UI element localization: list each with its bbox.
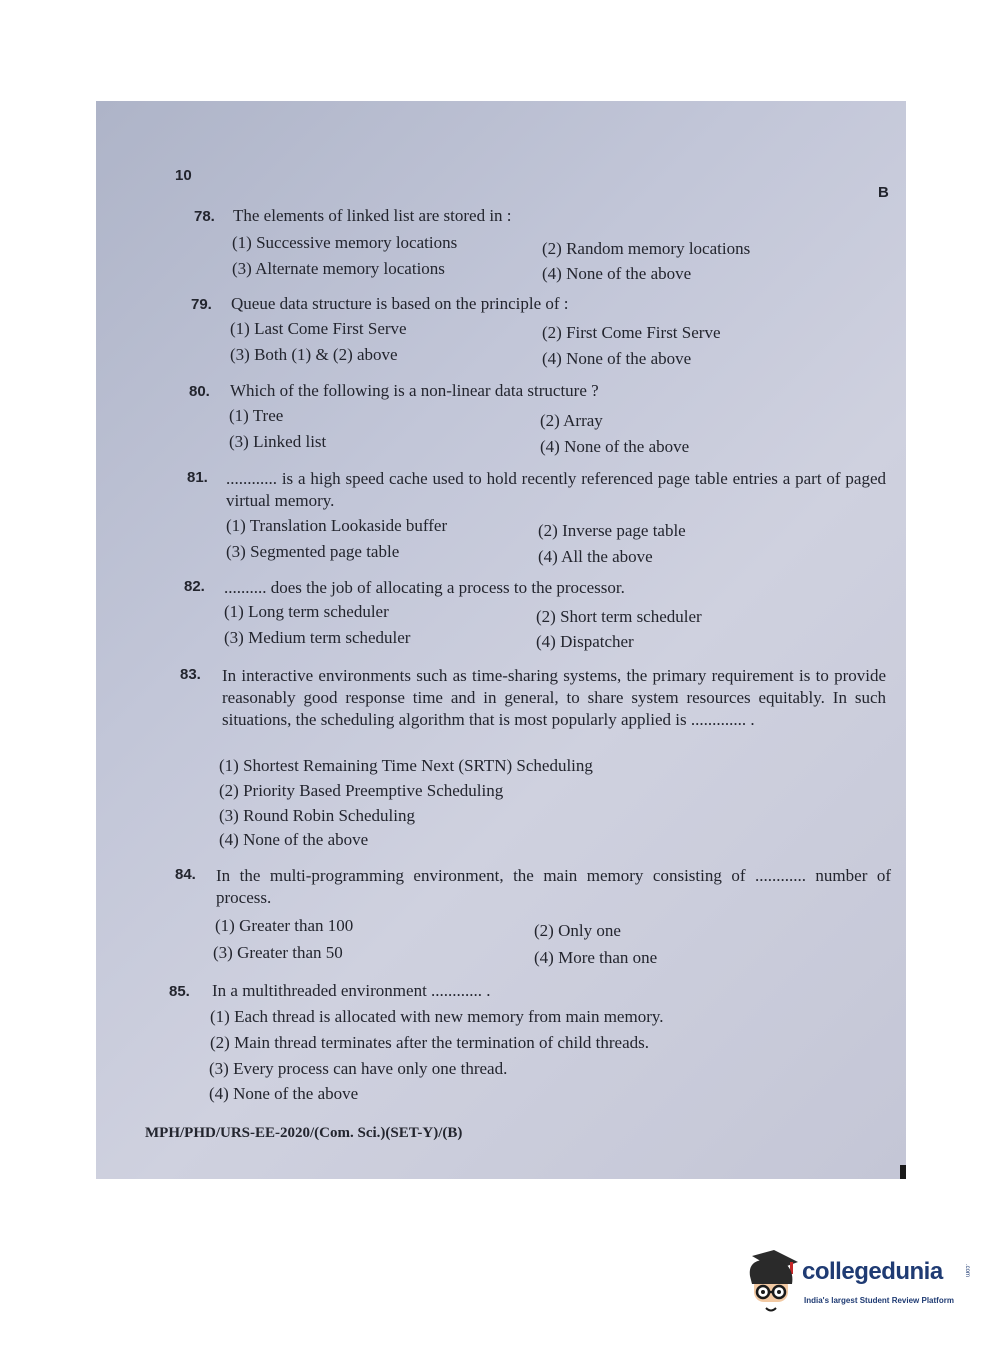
- question-number: 80.: [189, 383, 210, 400]
- option-3: (3) Every process can have only one thread.: [209, 1059, 508, 1078]
- option-3: (3) Greater than 50: [213, 943, 343, 962]
- option-1: (1) Translation Lookaside buffer: [226, 516, 448, 535]
- page-number: 10: [175, 167, 192, 184]
- option-2: (2) First Come First Serve: [542, 323, 721, 342]
- logo-wordmark: collegedunia: [802, 1258, 943, 1285]
- logo-suffix: .com: [964, 1264, 970, 1278]
- logo-tagline: India's largest Student Review Platform: [804, 1296, 954, 1305]
- option-4: (4) None of the above: [542, 349, 692, 368]
- question-number: 82.: [184, 578, 205, 595]
- question-79: [191, 293, 891, 373]
- option-1: (1) Tree: [229, 406, 284, 425]
- question-text: ............ is a high speed cache used to hold recently referenced page table entries a part of paged virtual memory.: [226, 469, 886, 510]
- question-78: [194, 205, 894, 285]
- option-3: (3) Round Robin Scheduling: [219, 806, 415, 825]
- mascot-icon: [740, 1250, 802, 1320]
- option-3: (3) Alternate memory locations: [232, 259, 445, 278]
- question-text: Queue data structure is based on the principle of :: [231, 294, 569, 313]
- option-3: (3) Segmented page table: [226, 542, 400, 561]
- question-text: In a multithreaded environment ............ .: [212, 981, 491, 1000]
- question-number: 79.: [191, 296, 212, 313]
- option-2: (2) Short term scheduler: [536, 607, 702, 626]
- option-4: (4) More than one: [534, 948, 658, 967]
- question-number: 81.: [187, 469, 208, 486]
- question-84: [175, 865, 895, 975]
- option-2: (2) Priority Based Preemptive Scheduling: [219, 781, 504, 800]
- option-1: (1) Long term scheduler: [224, 602, 389, 621]
- question-text: .......... does the job of allocating a process to the processor.: [224, 578, 625, 597]
- question-text: In the multi-programming environment, the main memory consisting of ............ number of process.: [216, 866, 891, 907]
- option-2: (2) Only one: [534, 921, 621, 940]
- option-2: (2) Inverse page table: [538, 521, 686, 540]
- question-text: In interactive environments such as time-sharing systems, the primary requirement is to provide reasonably good response time and in general, to share system resources equitably. In such situations, the scheduling algorithm that is most popularly applied is ............. .: [222, 666, 886, 729]
- question-text: Which of the following is a non-linear data structure ?: [230, 381, 599, 400]
- option-4: (4) None of the above: [209, 1084, 359, 1103]
- option-1: (1) Last Come First Serve: [230, 319, 407, 338]
- question-80: [189, 380, 889, 460]
- option-3: (3) Medium term scheduler: [224, 628, 411, 647]
- page-footer: MPH/PHD/URS-EE-2020/(Com. Sci.)(SET-Y)/(B): [145, 1125, 463, 1141]
- question-85: [169, 980, 889, 1110]
- question-number: 78.: [194, 208, 215, 225]
- set-label: B: [878, 184, 889, 201]
- question-number: 85.: [169, 983, 190, 1000]
- collegedunia-logo: [740, 1250, 970, 1320]
- option-4: (4) None of the above: [542, 264, 692, 283]
- option-2: (2) Random memory locations: [542, 239, 751, 258]
- option-4: (4) None of the above: [219, 830, 369, 849]
- question-83: [180, 665, 890, 855]
- option-2: (2) Main thread terminates after the termination of child threads.: [210, 1033, 650, 1052]
- option-1: (1) Shortest Remaining Time Next (SRTN) Scheduling: [219, 756, 593, 775]
- option-3: (3) Linked list: [229, 432, 327, 451]
- option-2: (2) Array: [540, 411, 603, 430]
- question-text: The elements of linked list are stored in :: [233, 206, 512, 225]
- scanned-page: [96, 101, 906, 1179]
- question-number: 84.: [175, 866, 196, 883]
- option-1: (1) Each thread is allocated with new memory from main memory.: [210, 1007, 664, 1026]
- option-4: (4) All the above: [538, 547, 653, 566]
- question-82: [184, 577, 884, 657]
- option-1: (1) Greater than 100: [215, 916, 354, 935]
- option-3: (3) Both (1) & (2) above: [230, 345, 398, 364]
- question-number: 83.: [180, 666, 201, 683]
- option-1: (1) Successive memory locations: [232, 233, 458, 252]
- question-81: [187, 468, 887, 568]
- option-4: (4) None of the above: [540, 437, 690, 456]
- option-4: (4) Dispatcher: [536, 632, 634, 651]
